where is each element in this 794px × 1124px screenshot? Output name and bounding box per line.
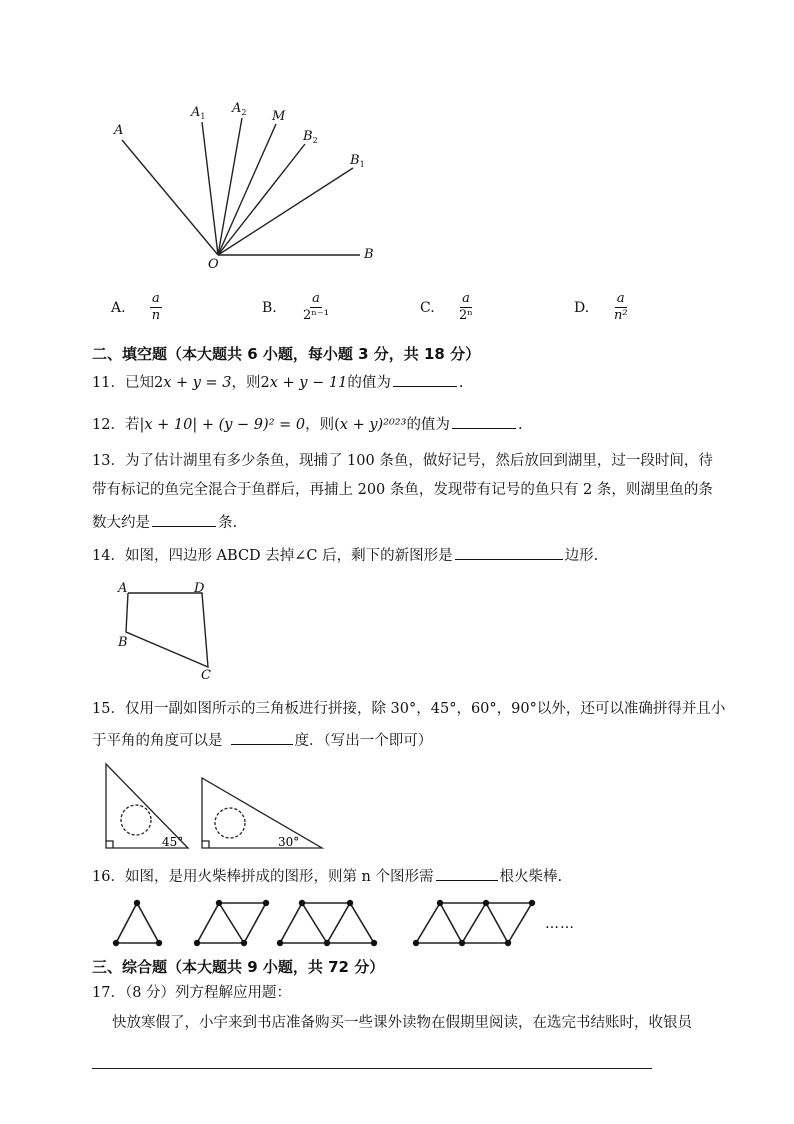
question-12: 12．若|x + 10| + (y − 9)² = 0，则(x + y)²⁰²³的值为 . bbox=[92, 414, 523, 435]
question-15-line2: 于平角的角度可以是 度．（写出一个即可） bbox=[92, 730, 432, 751]
question-15-line1: 15．仅用一副如图所示的三角板进行拼接，除 30°，45°，60°，90°以外，还可以准确拼得并且小 bbox=[92, 701, 726, 717]
triangle-set-figure bbox=[100, 760, 330, 855]
option-c-label: C. bbox=[420, 300, 435, 316]
angle-figure bbox=[100, 90, 390, 275]
label-A2: $A_2$ bbox=[232, 101, 247, 117]
triangle-45-label: 45° bbox=[162, 835, 184, 849]
triangle-30-label: 30° bbox=[278, 835, 300, 849]
label-quad-D: D bbox=[194, 581, 205, 596]
answer-blank-13[interactable] bbox=[152, 512, 216, 527]
option-b-fraction: $\frac{a}{\text{2ⁿ⁻¹}}$ bbox=[303, 291, 329, 323]
option-d-label: D. bbox=[574, 300, 590, 316]
question-13-line2: 带有标记的鱼完全混合于鱼群后，再捕上 200 条鱼，发现带有记号的鱼只有 2 条，则湖里鱼的条 bbox=[92, 482, 713, 498]
matchstick-figure bbox=[110, 895, 550, 950]
answer-blank-12[interactable] bbox=[452, 414, 516, 429]
ray-OA2 bbox=[218, 118, 242, 255]
section-title-comprehensive: 三、综合题（本大题共 9 小题，共 72 分） bbox=[92, 958, 385, 976]
section-title-fill-in: 二、填空题（本大题共 6 小题，每小题 3 分，共 18 分） bbox=[92, 345, 481, 363]
ray-OA bbox=[122, 140, 218, 255]
matchstick-ellipsis: …… bbox=[545, 916, 575, 932]
label-B: B bbox=[364, 247, 374, 262]
option-a-fraction: $\frac{a}{n}$ bbox=[151, 291, 161, 323]
label-quad-A: A bbox=[118, 581, 128, 596]
question-17-body: 快放寒假了，小宇来到书店准备购买一些课外读物在假期里阅读，在选完书结账时，收银员 bbox=[112, 1015, 692, 1031]
label-B2: $B_2$ bbox=[303, 129, 318, 145]
match-fig-3 bbox=[280, 903, 374, 943]
ray-OA1 bbox=[202, 122, 218, 255]
match-fig-1 bbox=[116, 903, 159, 943]
option-c-fraction: $\frac{a}{\text{2ⁿ}}$ bbox=[459, 291, 473, 323]
label-A1: $A_1$ bbox=[191, 105, 206, 121]
answer-blank-16[interactable] bbox=[436, 866, 498, 881]
option-a-label: A. bbox=[111, 300, 126, 316]
answer-blank-15[interactable] bbox=[231, 730, 293, 745]
option-b-label: B. bbox=[262, 300, 277, 316]
label-quad-B: B bbox=[118, 635, 128, 650]
footer-rule bbox=[92, 1068, 652, 1069]
label-O: O bbox=[208, 257, 219, 272]
question-17-head: 17．（8 分）列方程解应用题： bbox=[92, 985, 292, 1001]
label-A: A bbox=[114, 123, 124, 138]
question-16: 16．如图，是用火柴棒拼成的图形，则第 n 个图形需 根火柴棒. bbox=[92, 866, 562, 887]
question-11: 11．已知2x + y = 3，则2x + y − 11的值为 . bbox=[92, 372, 463, 393]
label-B1: $B_1$ bbox=[350, 153, 365, 169]
question-13-line3: 数大约是 条. bbox=[92, 512, 237, 533]
question-14: 14．如图，四边形 ABCD 去掉∠C 后，剩下的新图形是 边形. bbox=[92, 545, 598, 566]
ray-OM bbox=[218, 124, 276, 255]
question-13-line1: 13．为了估计湖里有多少条鱼，现捕了 100 条鱼，做好记号，然后放回到湖里，过一段时间，待 bbox=[92, 453, 713, 469]
ray-OB2 bbox=[218, 144, 305, 255]
option-d-fraction: $\frac{a}{\text{n²}}$ bbox=[614, 291, 628, 323]
label-quad-C: C bbox=[201, 668, 211, 683]
label-M: M bbox=[272, 109, 286, 124]
triangle-30 bbox=[202, 778, 322, 848]
ray-OB1 bbox=[218, 168, 353, 255]
answer-blank-14[interactable] bbox=[455, 545, 563, 560]
answer-blank-11[interactable] bbox=[393, 372, 457, 387]
quadrilateral-figure bbox=[112, 576, 222, 686]
